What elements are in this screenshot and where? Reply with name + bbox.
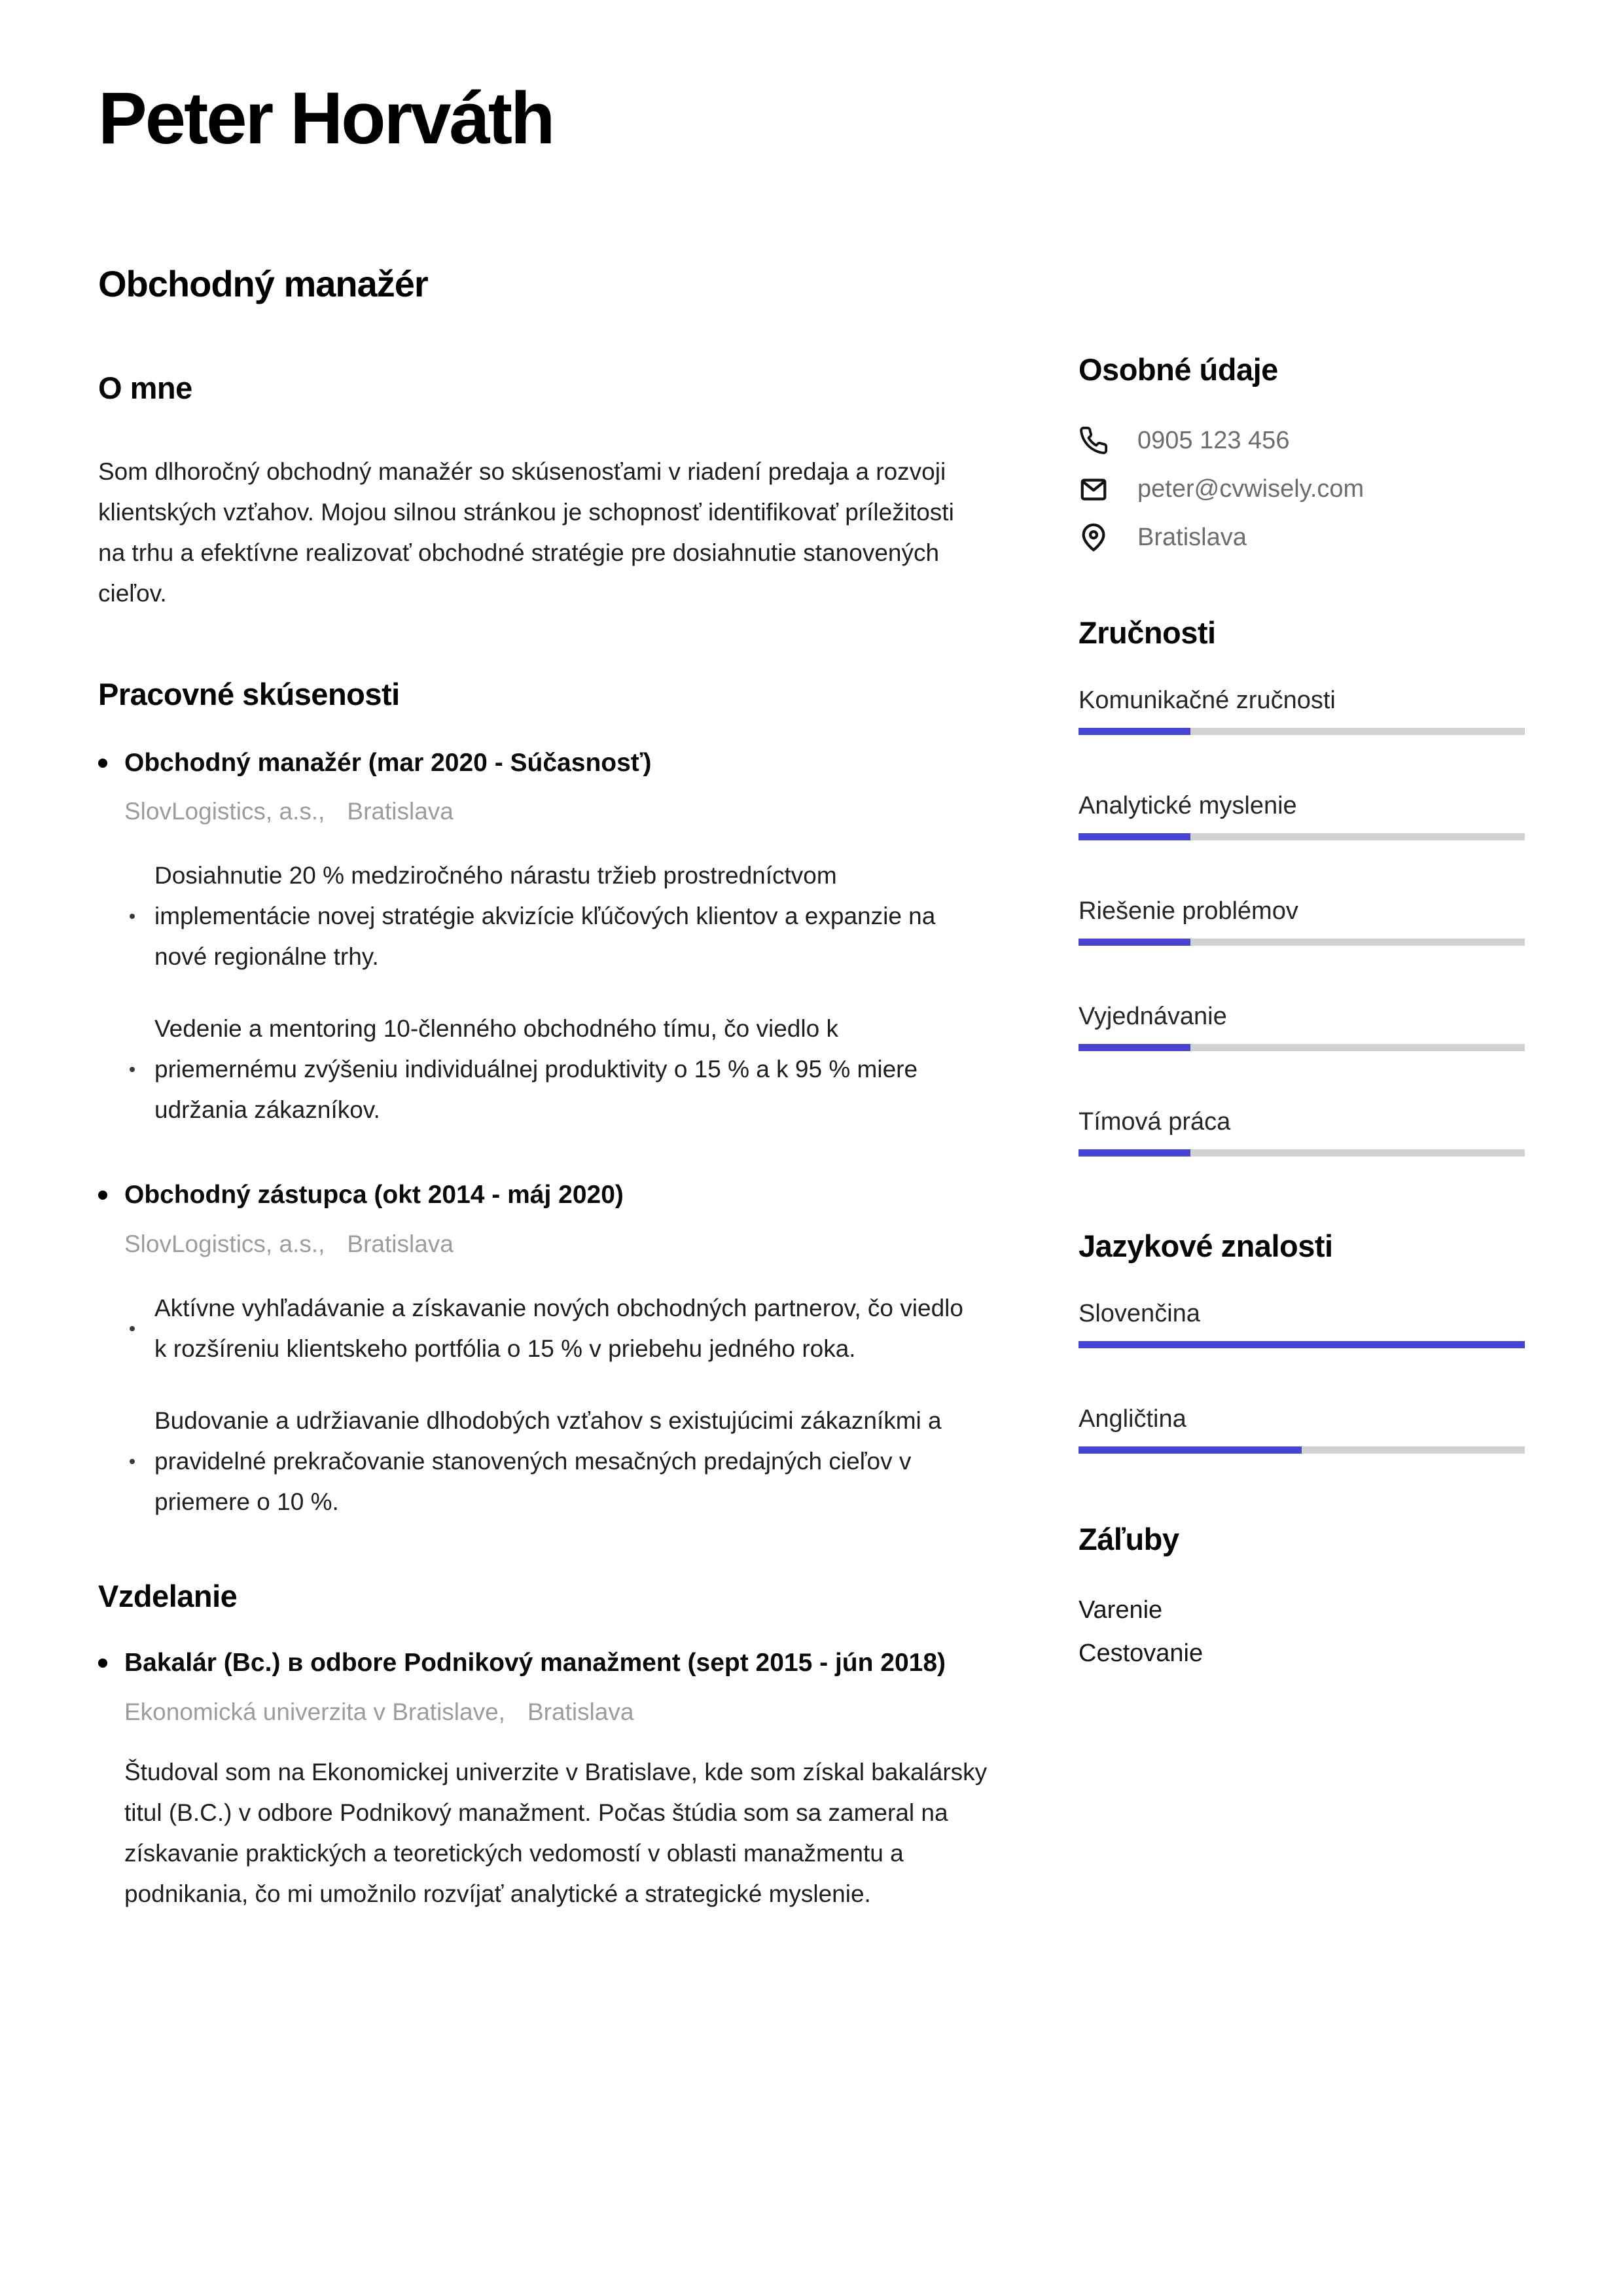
- bullet-dot-icon: [98, 759, 107, 768]
- email-value: peter@cvwisely.com: [1137, 475, 1364, 503]
- skill-bar-fill: [1079, 1044, 1190, 1051]
- section-heading-personal: Osobné údaje: [1079, 352, 1278, 387]
- section-heading-languages: Jazykové znalosti: [1079, 1229, 1333, 1264]
- contact-list: [1079, 425, 1525, 552]
- languages-list: [1079, 1298, 1525, 1454]
- skill-bar-track: [1079, 728, 1525, 735]
- skill-bar-track: [1079, 1149, 1525, 1157]
- job-bullet-text: Dosiahnutie 20 % medziročného nárastu tržieb prostredníctvom implementácie novej stratégie akvizície kľúčových klientov a expanzie na nové regionálne trhy.: [154, 862, 936, 971]
- section-heading-skills: Zručnosti: [1079, 615, 1216, 651]
- bullet-dot-icon: [98, 1659, 107, 1668]
- job-entry: [98, 1179, 991, 1522]
- job-bullet-text: Budovanie a udržiavanie dlhodobých vzťahov s existujúcimi zákazníkmi a pravidelné prekračovanie stanovených mesačných predajných cieľov v priemere o 10 %.: [154, 1407, 942, 1515]
- skill-bar-fill: [1079, 728, 1190, 735]
- job-bullet: [130, 1401, 991, 1522]
- skill-bar-fill: [1079, 833, 1190, 840]
- job-company-line: [124, 798, 991, 825]
- language-item: [1079, 1403, 1525, 1454]
- sidebar: [1079, 0, 1525, 2296]
- language-label: Angličtina: [1079, 1405, 1186, 1433]
- education-school: Ekonomická univerzita v Bratislave,: [124, 1698, 505, 1725]
- location-value: Bratislava: [1137, 523, 1247, 551]
- job-company: SlovLogistics, a.s.,: [124, 1230, 325, 1257]
- education-header: [98, 1647, 991, 1680]
- main-column: [98, 0, 991, 2296]
- contact-row-location: [1079, 522, 1525, 552]
- contact-row-phone: [1079, 425, 1525, 456]
- skill-item: [1079, 1106, 1525, 1157]
- job-bullet: [130, 1009, 991, 1130]
- bullet-dot-icon: [98, 1191, 107, 1200]
- education-entry: [98, 1647, 991, 1914]
- hobbies-list: [1079, 1588, 1525, 1675]
- job-header: [98, 1179, 991, 1212]
- sub-bullet-dot-icon: [130, 914, 135, 919]
- language-bar-fill: [1079, 1341, 1525, 1348]
- job-title: Obchodný zástupca (okt 2014 - máj 2020): [124, 1181, 624, 1210]
- skill-label: Vyjednávanie: [1079, 1003, 1227, 1031]
- job-entry: [98, 747, 991, 1131]
- sub-bullet-dot-icon: [130, 1459, 135, 1464]
- person-name: Peter Horváth: [98, 77, 554, 159]
- skill-bar-track: [1079, 1044, 1525, 1051]
- section-heading-hobbies: Záľuby: [1079, 1522, 1179, 1557]
- job-bullets: [130, 1288, 991, 1522]
- skill-label: Analytické myslenie: [1079, 792, 1297, 820]
- person-title: Obchodný manažér: [98, 263, 428, 305]
- location-pin-icon: [1079, 522, 1109, 552]
- skill-item: [1079, 895, 1525, 946]
- hobby-item: Varenie: [1079, 1596, 1163, 1624]
- skill-item: [1079, 1001, 1525, 1051]
- skill-item: [1079, 685, 1525, 735]
- phone-icon: [1079, 425, 1109, 456]
- section-heading-education: Vzdelanie: [98, 1578, 238, 1613]
- skill-label: Riešenie problémov: [1079, 897, 1298, 925]
- job-bullet: [130, 855, 991, 977]
- contact-row-email: [1079, 474, 1525, 504]
- job-bullet-text: Aktívne vyhľadávanie a získavanie nových obchodných partnerov, čo viedlo k rozšíreniu klientskeho portfólia o 15 % v priebehu jedného roka.: [154, 1294, 963, 1362]
- job-location: Bratislava: [347, 1230, 454, 1257]
- hobby-item: Cestovanie: [1079, 1640, 1204, 1668]
- skills-list: [1079, 685, 1525, 1157]
- skill-item: [1079, 790, 1525, 840]
- section-heading-about: O mne: [98, 370, 192, 406]
- about-text: Som dlhoročný obchodný manažér so skúsenosťami v riadení predaja a rozvoji klientských vzťahov. Mojou silnou stránkou je schopnosť identifikovať príležitosti na trhu a efektívne realizovať obchodné stratégie pre dosiahnutie stanovených cieľov.: [98, 458, 954, 607]
- language-bar-track: [1079, 1341, 1525, 1348]
- language-label: Slovenčina: [1079, 1300, 1200, 1328]
- job-bullet-text: Vedenie a mentoring 10-členného obchodného tímu, čo viedlo k priemernému zvýšeniu individuálnej produktivity o 15 % a k 95 % miere udržania zákazníkov.: [154, 1015, 918, 1124]
- job-company: SlovLogistics, a.s.,: [124, 798, 325, 825]
- phone-value: 0905 123 456: [1137, 426, 1290, 454]
- skill-bar-fill: [1079, 1149, 1190, 1157]
- sub-bullet-dot-icon: [130, 1067, 135, 1072]
- skill-label: Komunikačné zručnosti: [1079, 687, 1336, 715]
- skill-label: Tímová práca: [1079, 1108, 1231, 1136]
- skill-bar-track: [1079, 939, 1525, 946]
- job-header: [98, 747, 991, 780]
- language-bar-fill: [1079, 1446, 1302, 1454]
- education-location: Bratislava: [527, 1698, 634, 1725]
- job-company-line: [124, 1230, 991, 1258]
- job-title: Obchodný manažér (mar 2020 - Súčasnosť): [124, 748, 652, 777]
- section-heading-experience: Pracovné skúsenosti: [98, 677, 400, 712]
- skill-bar-track: [1079, 833, 1525, 840]
- education-description: Študoval som na Ekonomickej univerzite v Bratislave, kde som získal bakalársky titul (B.C.) v odbore Podnikový manažment. Počas štúdia som sa zameral na získavanie praktických a teoretických vedomostí v oblasti manažmentu a podnikania, čo mi umožnilo rozvíjať analytické a strategické myslenie.: [124, 1758, 988, 1907]
- language-item: [1079, 1298, 1525, 1348]
- education-school-line: [124, 1698, 991, 1726]
- email-icon: [1079, 474, 1109, 504]
- job-bullets: [130, 855, 991, 1130]
- sub-bullet-dot-icon: [130, 1326, 135, 1331]
- language-bar-track: [1079, 1446, 1525, 1454]
- skill-bar-fill: [1079, 939, 1190, 946]
- education-degree: Bakalár (Bc.) в odbore Podnikový manažment (sept 2015 - jún 2018): [124, 1648, 946, 1677]
- job-bullet: [130, 1288, 991, 1369]
- job-location: Bratislava: [347, 798, 454, 825]
